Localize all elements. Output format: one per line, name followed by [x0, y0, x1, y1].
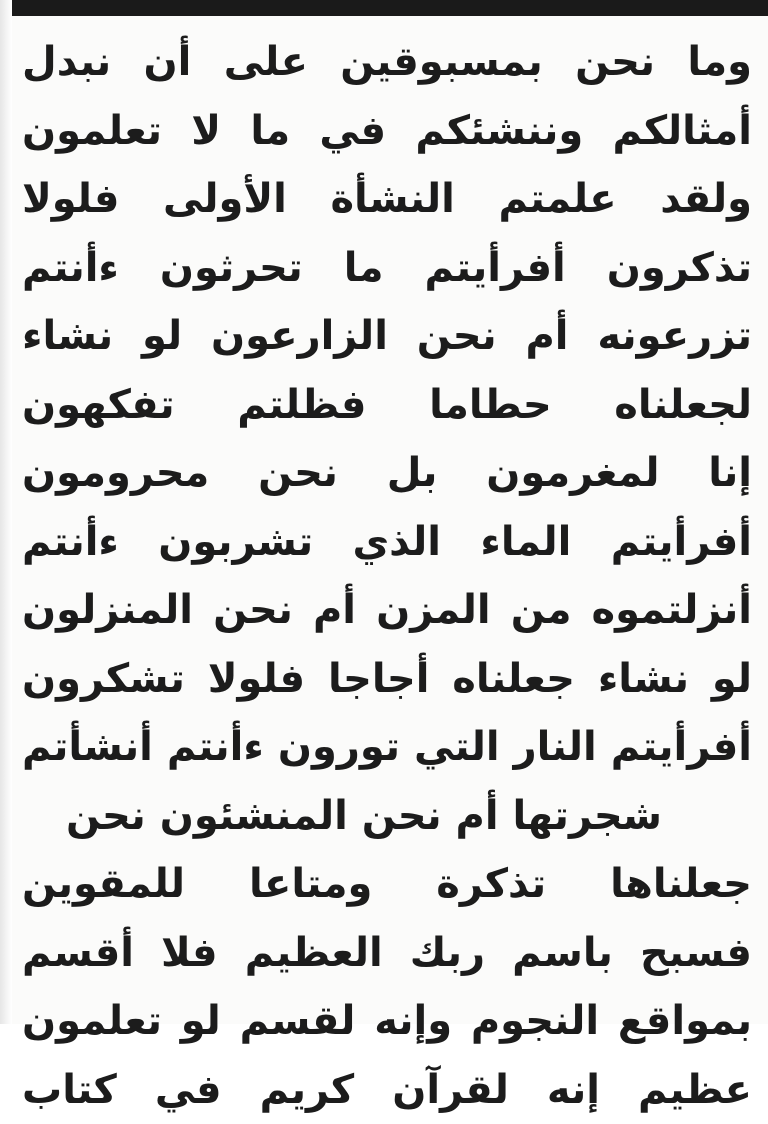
- text-line-4: تذكرون أفرأيتم ما تحرثون ءأنتم: [22, 234, 752, 303]
- text-line-3: ولقد علمتم النشأة الأولى فلولا: [22, 165, 752, 234]
- text-line-5: تزرعونه أم نحن الزارعون لو نشاء: [22, 302, 752, 371]
- scanner-left-shadow: [0, 0, 12, 1024]
- text-line-2: أمثالكم وننشئكم في ما لا تعلمون: [22, 97, 752, 166]
- text-line-10: لو نشاء جعلناه أجاجا فلولا تشكرون: [22, 645, 752, 714]
- text-line-9: أنزلتموه من المزن أم نحن المنزلون: [22, 576, 752, 645]
- text-line-14: فسبح باسم ربك العظيم فلا أقسم: [22, 919, 752, 988]
- scanner-top-border: [0, 0, 768, 16]
- text-line-13: جعلناها تذكرة ومتاعا للمقوين: [22, 850, 752, 919]
- text-line-11: أفرأيتم النار التي تورون ءأنتم أنشأتم: [22, 713, 752, 782]
- text-line-8: أفرأيتم الماء الذي تشربون ءأنتم: [22, 508, 752, 577]
- text-line-7: إنا لمغرمون بل نحن محرومون: [22, 439, 752, 508]
- text-line-15: بمواقع النجوم وإنه لقسم لو تعلمون: [22, 987, 752, 1056]
- text-line-6: لجعلناه حطاما فظلتم تفكهون: [22, 371, 752, 440]
- handwritten-text: [22, 28, 752, 1008]
- text-line-1: وما نحن بمسبوقين على أن نبدل: [22, 28, 752, 97]
- text-line-12: شجرتها أم نحن المنشئون نحن: [22, 782, 752, 851]
- text-line-16: عظيم إنه لقرآن كريم في كتاب: [22, 1056, 752, 1124]
